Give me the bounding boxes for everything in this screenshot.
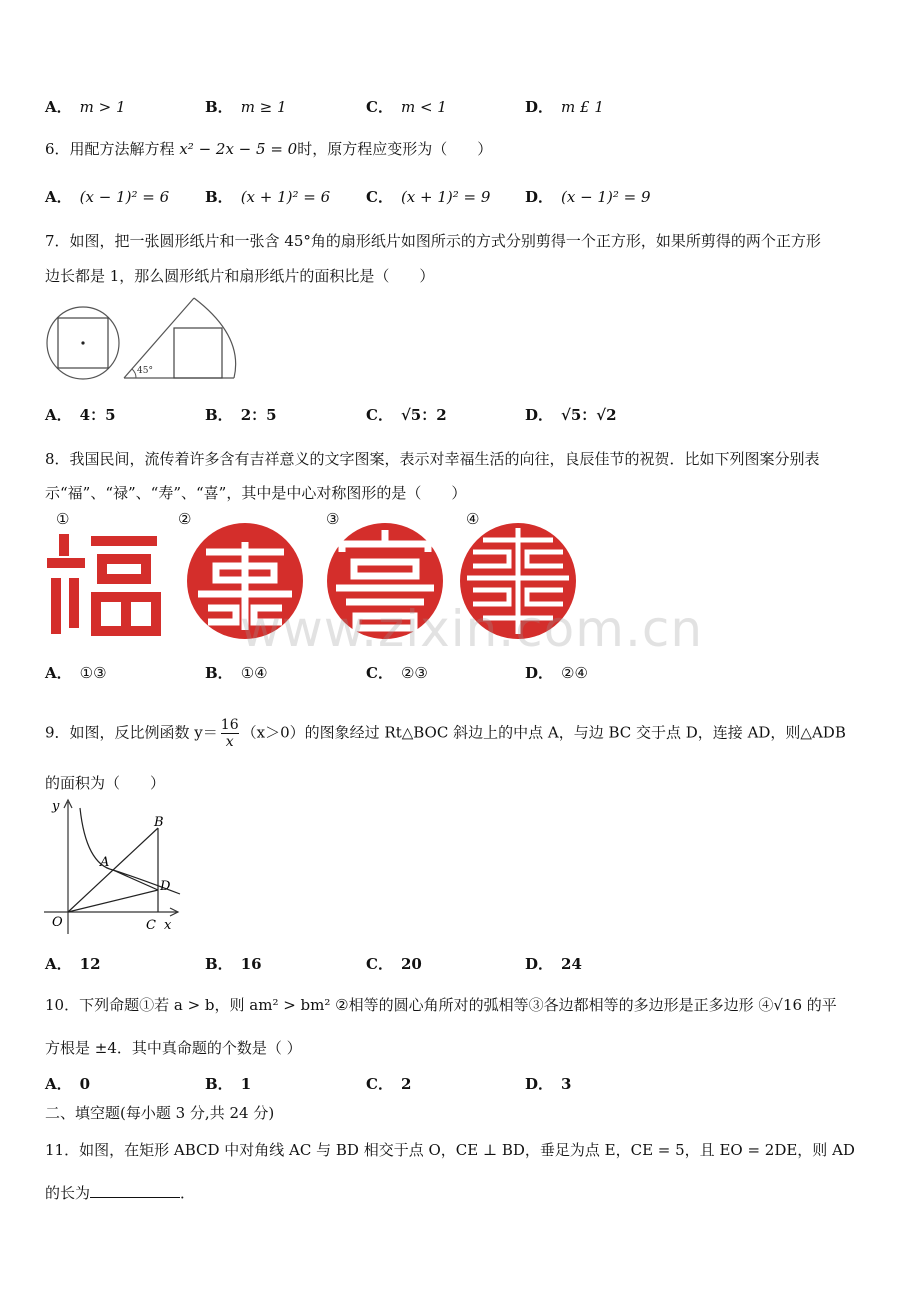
- q9-option-a: A． 12: [45, 955, 101, 973]
- q10-stem-line1: 10．下列命题①若 a > b，则 am² > bm² ②相等的圆心角所对的弧相等③各边都相等的多边形是正多边形 ④√16 的平: [45, 996, 837, 1014]
- q10-option-b: B． 1: [205, 1075, 252, 1093]
- q7-circle-center: [81, 341, 84, 344]
- q9-option-d: D． 24: [525, 955, 582, 973]
- q7-angle-label: 45°: [137, 366, 153, 376]
- q8-option-d: D． ②④: [525, 664, 588, 682]
- q7-figure: [44, 296, 244, 382]
- q9-stem-line1: 9．如图，反比例函数 y＝ $\frac{16}{x}$ （x＞0）的图象经过 Rt△BOC 斜边上的中点 A，与边 BC 交于点 D，连接 AD，则△ADB: [45, 717, 846, 750]
- q9-option-b: B． 16: [205, 955, 262, 973]
- svg-text:A: A: [100, 855, 110, 870]
- q9-option-c: C． 20: [366, 955, 422, 973]
- q5-option-a: A． m > 1: [45, 98, 126, 116]
- q8-figure-label-4: ④: [466, 510, 480, 528]
- q8-figure-label-2: ②: [178, 510, 192, 528]
- q8-figure-label-3: ③: [326, 510, 340, 528]
- q5-option-d: D． m £ 1: [525, 98, 604, 116]
- q5-option-c: C． m < 1: [366, 98, 447, 116]
- q6-option-c: C． (x + 1)² = 9: [366, 188, 491, 206]
- svg-text:B: B: [154, 815, 164, 830]
- q9-graph: [40, 796, 190, 938]
- q11-answer-blank[interactable]: [90, 1183, 180, 1198]
- q9-stem-line2: 的面积为（ ）: [45, 774, 166, 792]
- q6-option-a: A． (x − 1)² = 6: [45, 188, 170, 206]
- q7-option-d: D． √5：√2: [525, 406, 617, 424]
- q10-option-a: A． 0: [45, 1075, 91, 1093]
- q7-stem-line2: 边长都是 1，那么圆形纸片和扇形纸片的面积比是（ ）: [45, 267, 435, 285]
- q6-option-d: D． (x − 1)² = 9: [525, 188, 651, 206]
- q8-option-c: C． ②③: [366, 664, 428, 682]
- q8-option-a: A． ①③: [45, 664, 107, 682]
- svg-text:y: y: [52, 799, 60, 814]
- q5-option-b: B． m ≥ 1: [205, 98, 287, 116]
- q7-option-a: A． 4：5: [45, 406, 116, 424]
- q11-stem-line2: 的长为 ．: [45, 1184, 196, 1202]
- q6-stem: 6．用配方法解方程 x² − 2x − 5 = 0时，原方程应变形为（ ）: [45, 140, 493, 158]
- q11-stem-line1: 11．如图，在矩形 ABCD 中对角线 AC 与 BD 相交于点 O，CE ⊥ BD，垂足为点 E，CE = 5，且 EO = 2DE，则 AD: [45, 1141, 855, 1159]
- q8-option-b: B． ①④: [205, 664, 268, 682]
- q7-option-b: B． 2：5: [205, 406, 277, 424]
- svg-text:O: O: [52, 915, 63, 930]
- svg-text:C: C: [146, 918, 156, 933]
- q7-option-c: C． √5：2: [366, 406, 447, 424]
- q8-stem-line1: 8．我国民间，流传着许多含有吉祥意义的文字图案，表示对幸福生活的向往，良辰佳节的祝贺．比如下列图案分别表: [45, 450, 820, 468]
- q8-figure-label-1: ①: [56, 510, 70, 528]
- q8-stem-line2: 示“福”、“禄”、“寿”、“喜”，其中是中心对称图形的是（ ）: [45, 484, 467, 502]
- svg-text:D: D: [160, 879, 171, 894]
- q10-stem-line2: 方根是 ±4．其中真命题的个数是（ ）: [45, 1039, 302, 1057]
- section-2-heading: 二、填空题(每小题 3 分,共 24 分): [45, 1104, 275, 1122]
- q7-stem-line1: 7．如图，把一张圆形纸片和一张含 45°角的扇形纸片如图所示的方式分别剪得一个正方形，如果所剪得的两个正方形: [45, 232, 821, 250]
- q7-sector-arc: [194, 298, 236, 378]
- q8-figure-fu: [47, 528, 165, 644]
- q10-option-c: C． 2: [366, 1075, 412, 1093]
- q6-option-b: B． (x + 1)² = 6: [205, 188, 331, 206]
- q9-line-od: [68, 890, 158, 912]
- q10-option-d: D． 3: [525, 1075, 572, 1093]
- svg-text:x: x: [164, 918, 172, 933]
- watermark: www.zixin.com.cn: [240, 600, 704, 658]
- q9-line-ad: [113, 870, 158, 890]
- q7-square-in-sector: [174, 328, 222, 378]
